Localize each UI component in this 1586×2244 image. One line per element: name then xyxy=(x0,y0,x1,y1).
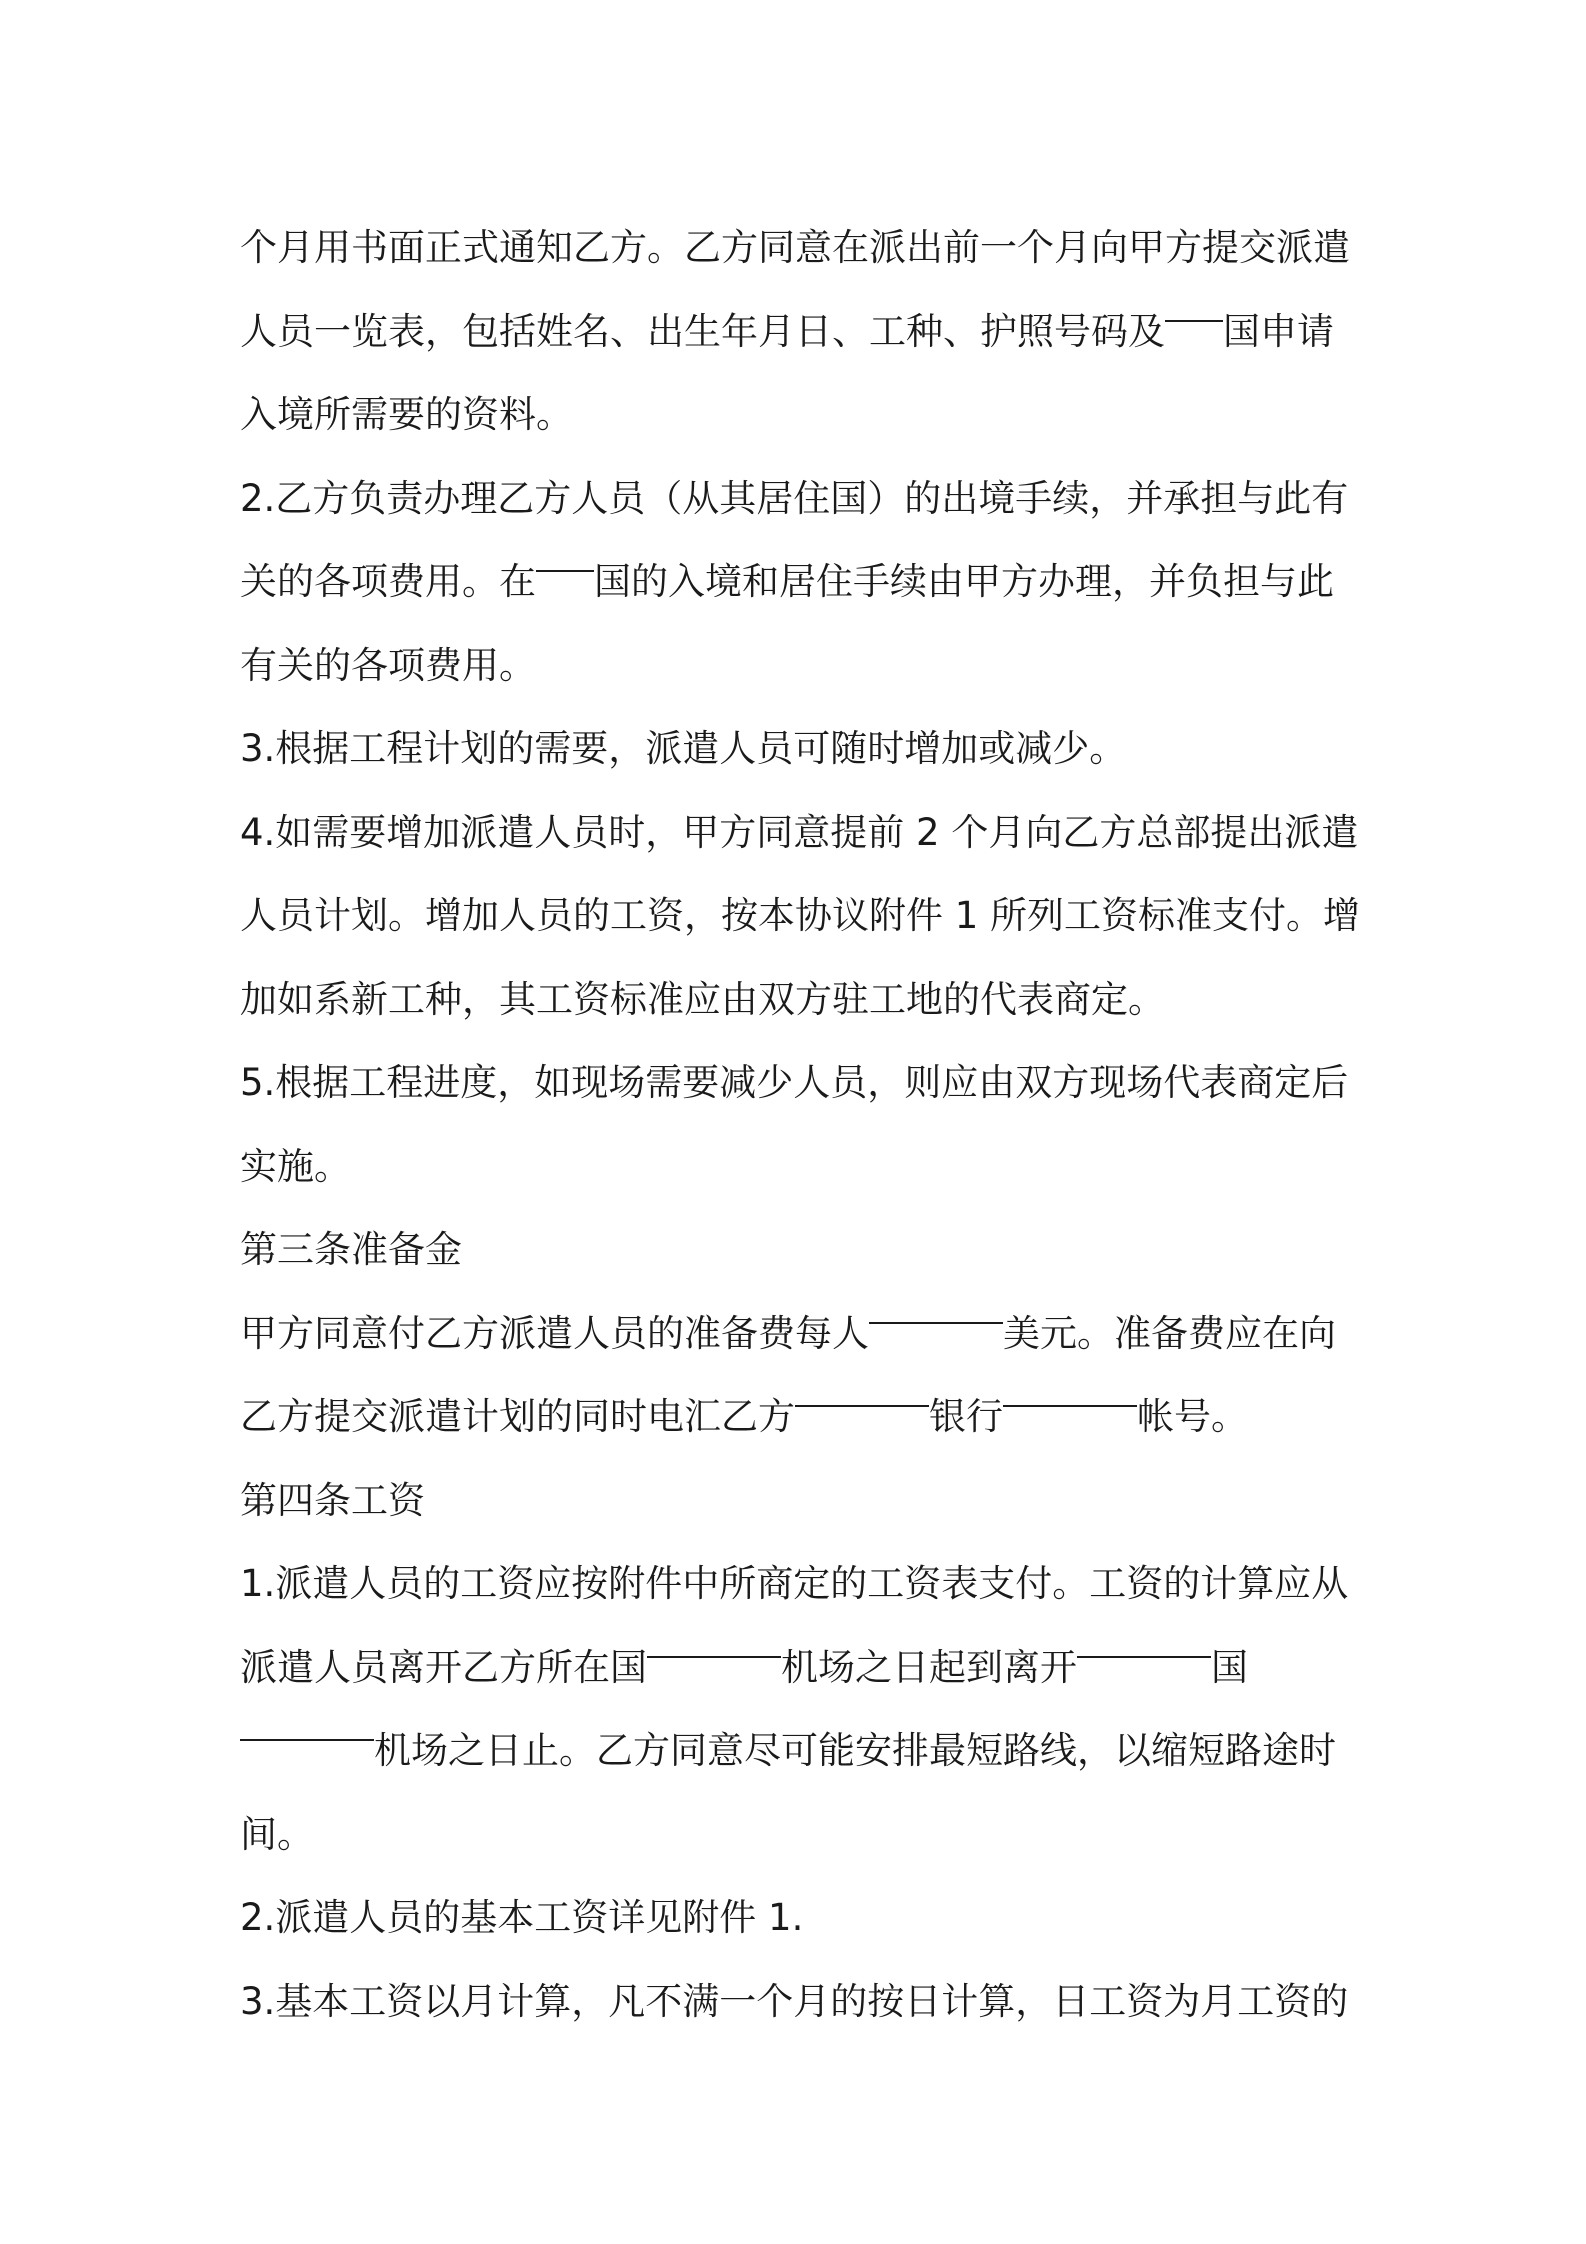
text-line xyxy=(240,290,1360,374)
line-text: 人员一览表，包括姓名、出生年月日、工种、护照号码及 xyxy=(240,309,1165,353)
text-line xyxy=(240,1041,1360,1125)
text-line xyxy=(240,1709,1360,1793)
line-text: 第四条工资 xyxy=(240,1478,425,1522)
text-line xyxy=(240,791,1360,875)
line-text: 4.如需要增加派遣人员时，甲方同意提前 2 个月向乙方总部提出派遣 xyxy=(240,810,1359,854)
fill-in-blank xyxy=(795,1375,929,1407)
line-text: 第三条准备金 xyxy=(240,1228,462,1271)
fill-in-blank xyxy=(240,1709,374,1741)
line-text: 有关的各项费用。 xyxy=(240,643,536,687)
line-text: 2.乙方负责办理乙方人员（从其居住国）的出境手续，并承担与此有 xyxy=(240,476,1349,520)
line-text: 个月用书面正式通知乙方。乙方同意在派出前一个月向甲方提交派遣 xyxy=(240,226,1350,269)
line-text: 派遣人员离开乙方所在国 xyxy=(240,1645,647,1689)
line-text: 帐号。 xyxy=(1137,1395,1248,1438)
document-body xyxy=(240,206,1360,2043)
line-text: 2.派遣人员的基本工资详见附件 1. xyxy=(240,1896,804,1939)
text-line xyxy=(240,1793,1360,1877)
line-text: 银行 xyxy=(929,1395,1003,1438)
line-text: 人员计划。增加人员的工资，按本协议附件 1 所列工资标准支付。增 xyxy=(240,894,1361,937)
line-text: 乙方提交派遣计划的同时电汇乙方 xyxy=(240,1395,795,1438)
line-text: 国 xyxy=(1211,1645,1248,1689)
text-line xyxy=(240,540,1360,624)
line-text: 关的各项费用。在 xyxy=(240,560,536,603)
line-text: 3.基本工资以月计算，凡不满一个月的按日计算，日工资为月工资的 xyxy=(240,1979,1349,2023)
text-line xyxy=(240,457,1360,541)
line-text: 甲方同意付乙方派遣人员的准备费每人 xyxy=(240,1311,869,1355)
line-text: 入境所需要的资料。 xyxy=(240,393,573,436)
line-text: 机场之日止。乙方同意尽可能安排最短路线，以缩短路途时 xyxy=(374,1729,1336,1772)
section-heading xyxy=(240,1459,1360,1543)
line-text: 间。 xyxy=(240,1812,314,1856)
fill-in-blank xyxy=(1077,1626,1211,1658)
text-line xyxy=(240,1876,1360,1960)
text-line xyxy=(240,707,1360,791)
text-line xyxy=(240,373,1360,457)
fill-in-blank xyxy=(869,1292,1003,1324)
fill-in-blank xyxy=(536,540,594,572)
section-heading xyxy=(240,1208,1360,1292)
line-text: 机场之日起到离开 xyxy=(781,1645,1077,1689)
line-text: 国的入境和居住手续由甲方办理，并负担与此 xyxy=(594,560,1334,603)
text-line xyxy=(240,1375,1360,1459)
fill-in-blank xyxy=(1003,1375,1137,1407)
fill-in-blank xyxy=(647,1626,781,1658)
line-text: 3.根据工程计划的需要，派遣人员可随时增加或减少。 xyxy=(240,727,1127,770)
line-text: 加如系新工种，其工资标准应由双方驻工地的代表商定。 xyxy=(240,977,1165,1021)
text-line xyxy=(240,624,1360,708)
line-text: 1.派遣人员的工资应按附件中所商定的工资表支付。工资的计算应从 xyxy=(240,1562,1349,1605)
text-line xyxy=(240,874,1360,958)
line-text: 实施。 xyxy=(240,1144,351,1188)
text-line xyxy=(240,1960,1360,2044)
line-text: 国申请 xyxy=(1223,309,1334,353)
text-line xyxy=(240,1542,1360,1626)
text-line xyxy=(240,958,1360,1042)
line-text: 美元。准备费应在向 xyxy=(1003,1311,1336,1355)
text-line xyxy=(240,1292,1360,1376)
text-line xyxy=(240,206,1360,290)
fill-in-blank xyxy=(1165,290,1223,322)
text-line xyxy=(240,1125,1360,1209)
text-line xyxy=(240,1626,1360,1710)
line-text: 5.根据工程进度，如现场需要减少人员，则应由双方现场代表商定后 xyxy=(240,1061,1349,1104)
